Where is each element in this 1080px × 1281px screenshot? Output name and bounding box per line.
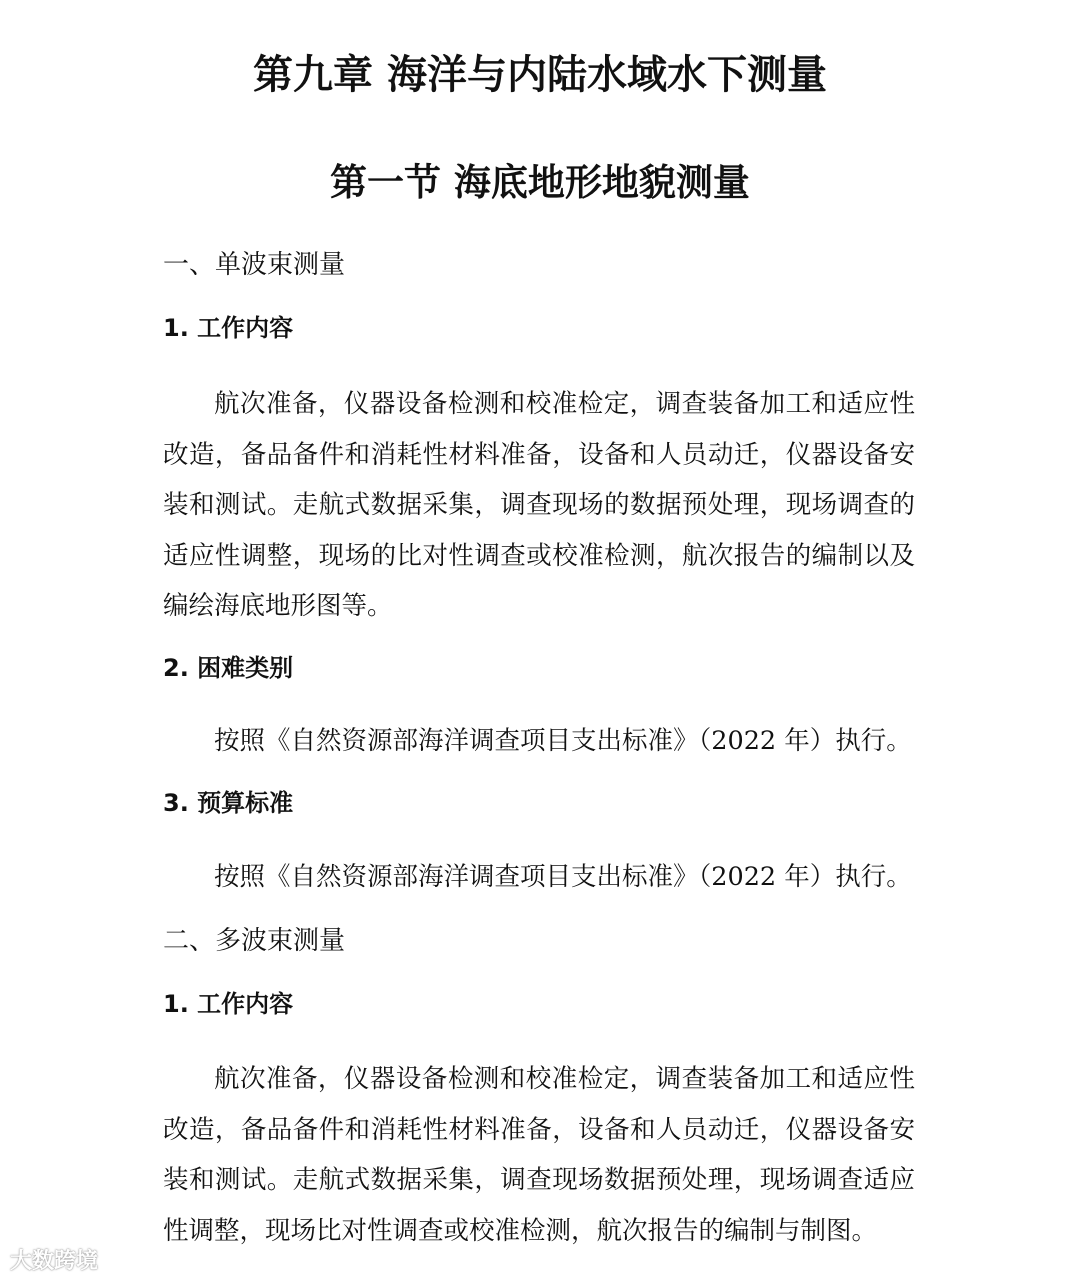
paragraph-budget: 按照《自然资源部海洋调查项目支出标准》（2022 年）执行。 [214, 862, 912, 892]
part-heading-single-beam: 一、单波束测量 [163, 250, 346, 280]
subheading-work-content-2: 1. 工作内容 [163, 990, 294, 1018]
subheading-budget: 3. 预算标准 [163, 789, 294, 817]
paragraph-work-content: 航次准备，仪器设备检测和校准检定，调查装备加工和适应性改造，备品备件和消耗性材料准备，设备和人员动迁，仪器设备安装和测试。走航式数据采集，调查现场的数据预处理，现场调查的适应性调整，现场的比对性调查或校准检测，航次报告的编制以及编绘海底地形图等。 [163, 389, 915, 621]
subheading-work-content: 1. 工作内容 [163, 314, 294, 342]
paragraph-work-content-2: 航次准备，仪器设备检测和校准检定，调查装备加工和适应性改造，备品备件和消耗性材料准备，设备和人员动迁，仪器设备安装和测试。走航式数据采集，调查现场数据预处理，现场调查适应性调整，现场比对性调查或校准检测，航次报告的编制与制图。 [163, 1064, 915, 1246]
paragraph-difficulty: 按照《自然资源部海洋调查项目支出标准》（2022 年）执行。 [214, 726, 912, 756]
watermark-logo [10, 1244, 98, 1275]
subheading-difficulty: 2. 困难类别 [163, 654, 294, 682]
watermark-text: 大数跨境 [10, 1249, 99, 1274]
part-heading-multi-beam: 二、多波束测量 [163, 926, 346, 956]
section-title: 第一节 海底地形地貌测量 [330, 161, 750, 204]
chapter-title: 第九章 海洋与内陆水域水下测量 [253, 52, 827, 98]
